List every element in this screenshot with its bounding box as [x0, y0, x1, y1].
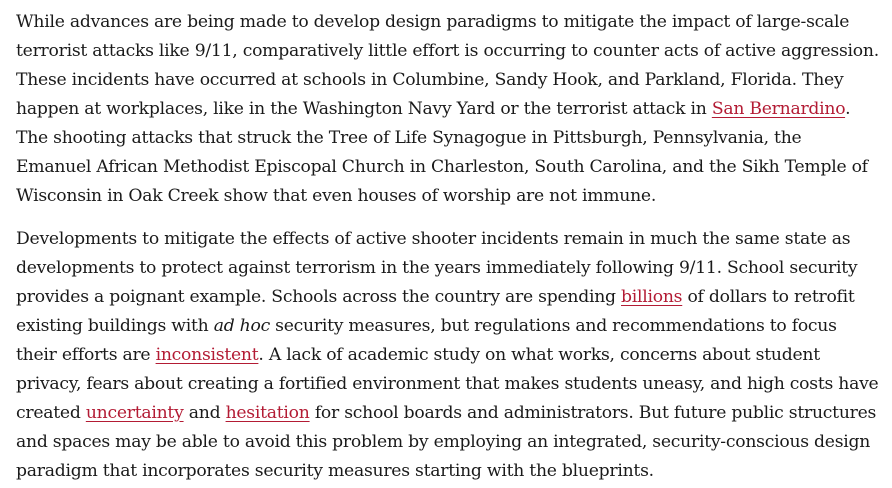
paragraph-2-text-2: of dollars to retrofit existing buildings with	[16, 287, 855, 336]
paragraph-1	[16, 8, 880, 211]
paragraph-2-text-4: . A lack of academic study on what works, concerns about student privacy, fears about creating a fortified environment that makes students uneasy, and high costs have created	[16, 345, 879, 423]
hesitation-link[interactable]: hesitation	[225, 403, 310, 423]
paragraph-2-text-3: security measures, but regulations and recommendations to focus their efforts are	[16, 316, 837, 365]
uncertainty-link[interactable]: uncertainty	[85, 403, 184, 423]
billions-link[interactable]: billions	[621, 287, 683, 307]
paragraph-2-text-5: and	[183, 403, 226, 423]
paragraph-1-text-end: . The shooting attacks that struck the Tree of Life Synagogue in Pittsburgh, Pennsylvania, the Emanuel African Methodist Episcopal Church in Charleston, South Carolina, and the Sikh Temple of Wisconsin in Oak Creek show that even houses of worship are not immune.	[16, 99, 868, 206]
inconsistent-link[interactable]: inconsistent	[155, 345, 259, 365]
san-bernardino-link[interactable]: San Bernardino	[711, 99, 846, 119]
paragraph-2-text-1: Developments to mitigate the effects of active shooter incidents remain in much the same state as developments to protect against terrorism in the years immediately following 9/11. School security provides a poignant example. Schools across the country are spending	[16, 229, 858, 307]
ad-hoc-emphasis: ad hoc	[213, 316, 270, 336]
paragraph-2-text-6: for school boards and administrators. But future public structures and spaces may be able to avoid this problem by employing an integrated, security-conscious design paradigm that incorporates security measures starting with the blueprints.	[16, 403, 877, 481]
paragraph-2	[16, 225, 880, 486]
paragraph-1-text-start: While advances are being made to develop design paradigms to mitigate the impact of large-scale terrorist attacks like 9/11, comparatively little effort is occurring to counter acts of active aggression. These incidents have occurred at schools in Columbine, Sandy Hook, and Parkland, Florida. They happen at workplaces, like in the Washington Navy Yard or the terrorist attack in	[16, 12, 879, 119]
